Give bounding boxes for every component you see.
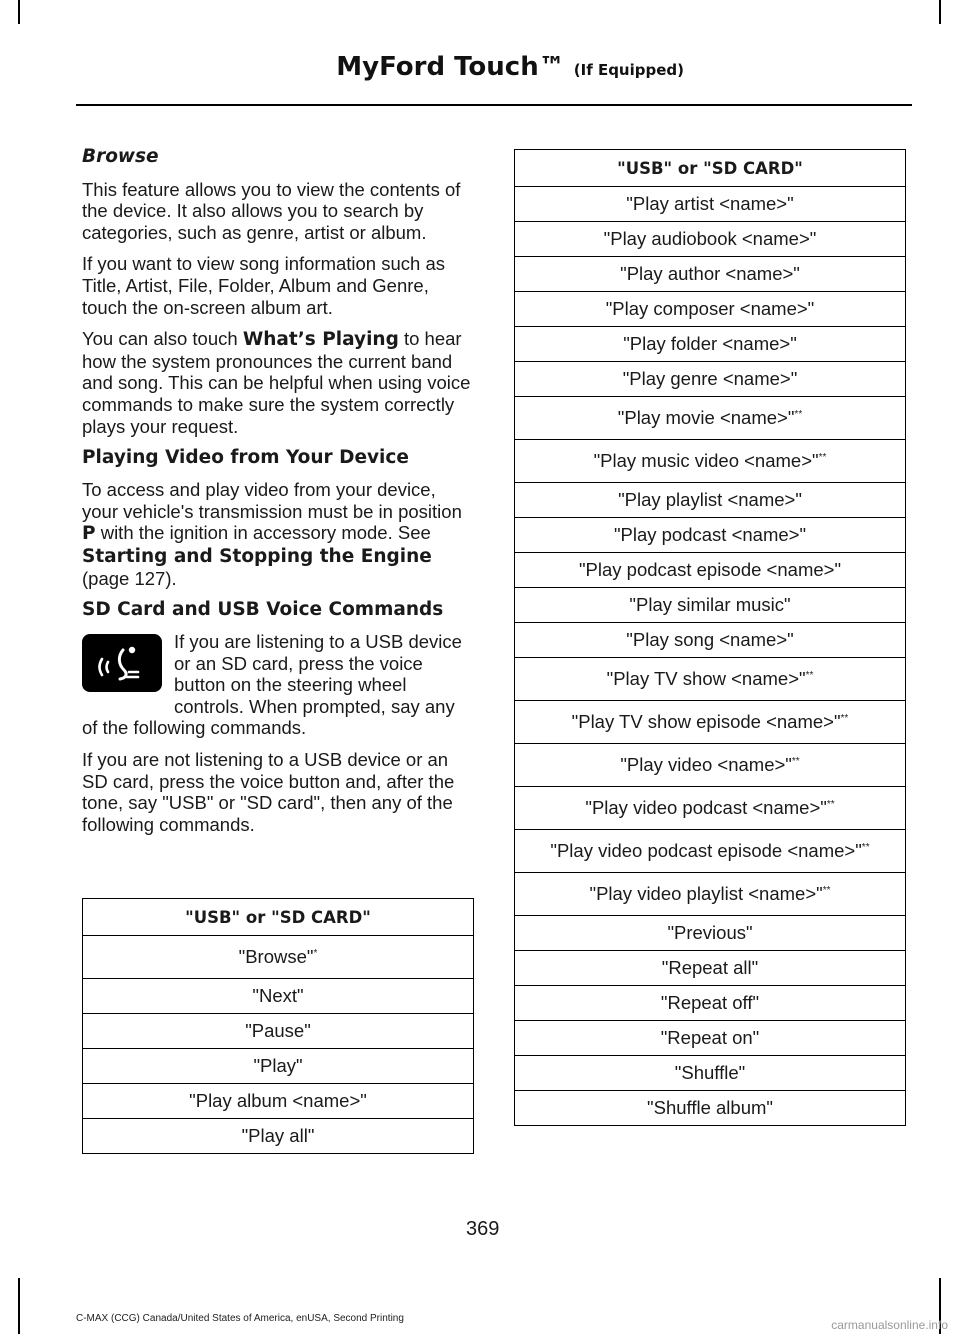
voice-command-icon bbox=[82, 634, 162, 692]
command-cell bbox=[515, 292, 906, 327]
table-row bbox=[515, 701, 906, 744]
command-cell bbox=[515, 744, 906, 787]
command-cell bbox=[515, 623, 906, 658]
command-text: "Play video <name>" bbox=[620, 754, 792, 775]
command-text: "Play song <name>" bbox=[626, 629, 794, 650]
command-text: "Play all" bbox=[241, 1125, 315, 1146]
footnote-mark: ** bbox=[822, 884, 831, 896]
command-cell bbox=[515, 397, 906, 440]
page-title-main: MyFord Touch™ bbox=[336, 52, 565, 82]
page-number: 369 bbox=[466, 1218, 500, 1240]
command-cell bbox=[515, 362, 906, 397]
table-row bbox=[515, 873, 906, 916]
command-cell bbox=[515, 1091, 906, 1126]
command-cell bbox=[515, 701, 906, 744]
table-row bbox=[515, 327, 906, 362]
table-row bbox=[515, 916, 906, 951]
command-cell bbox=[515, 951, 906, 986]
crop-mark-bottom-left bbox=[18, 1278, 20, 1334]
sd-usb-heading: SD Card and USB Voice Commands bbox=[82, 599, 444, 621]
command-text: "Play playlist <name>" bbox=[618, 489, 802, 510]
command-text: "Browse" bbox=[238, 946, 314, 967]
table-row bbox=[515, 257, 906, 292]
footnote-mark: ** bbox=[840, 712, 849, 724]
browse-heading: Browse bbox=[82, 146, 159, 167]
browse-paragraph-1: This feature allows you to view the contents of the device. It also allows you to search by categories, such as genre, artist or album. bbox=[82, 178, 461, 243]
table-row bbox=[515, 187, 906, 222]
command-text: "Play music video <name>" bbox=[593, 450, 819, 471]
table-row bbox=[515, 440, 906, 483]
command-text: "Play" bbox=[253, 1055, 303, 1076]
table-row bbox=[515, 1091, 906, 1126]
table-row bbox=[515, 588, 906, 623]
command-text: "Play movie <name>" bbox=[617, 407, 795, 428]
command-cell bbox=[83, 1084, 474, 1119]
voice-commands-table-left bbox=[82, 898, 474, 1154]
crop-mark-top-right bbox=[939, 0, 941, 24]
command-text: "Play audiobook <name>" bbox=[603, 228, 817, 249]
table-row bbox=[83, 936, 474, 979]
command-text: "Play folder <name>" bbox=[623, 333, 797, 354]
starting-stopping-link[interactable]: Starting and Stopping the Engine bbox=[82, 545, 432, 567]
command-cell bbox=[515, 986, 906, 1021]
command-text: "Repeat on" bbox=[660, 1027, 760, 1048]
table-row bbox=[515, 951, 906, 986]
command-cell bbox=[515, 440, 906, 483]
table-row bbox=[515, 292, 906, 327]
browse-paragraph-2: If you want to view song information such as Title, Artist, File, Folder, Album and Genre, touch the on-screen album art. bbox=[82, 253, 445, 318]
command-text: "Pause" bbox=[245, 1020, 311, 1041]
command-text: "Play video podcast episode <name>" bbox=[550, 840, 862, 861]
command-text: "Play TV show episode <name>" bbox=[571, 711, 841, 732]
footnote-mark: ** bbox=[826, 798, 835, 810]
command-cell bbox=[515, 187, 906, 222]
table-row bbox=[515, 483, 906, 518]
command-cell bbox=[515, 257, 906, 292]
table-row bbox=[515, 362, 906, 397]
command-text: "Play composer <name>" bbox=[605, 298, 815, 319]
table-row bbox=[515, 1021, 906, 1056]
command-text: "Play video playlist <name>" bbox=[589, 883, 823, 904]
table-row bbox=[515, 787, 906, 830]
table-row bbox=[83, 1049, 474, 1084]
command-cell bbox=[515, 588, 906, 623]
command-text: "Shuffle album" bbox=[647, 1097, 773, 1118]
command-cell bbox=[515, 1056, 906, 1091]
video-paragraph bbox=[82, 479, 474, 589]
browse-paragraph-3 bbox=[82, 328, 474, 437]
command-cell bbox=[515, 222, 906, 257]
table-row bbox=[83, 979, 474, 1014]
command-text: "Play podcast <name>" bbox=[613, 524, 807, 545]
table-row bbox=[515, 222, 906, 257]
command-cell bbox=[515, 916, 906, 951]
command-text: "Play artist <name>" bbox=[626, 193, 794, 214]
command-text: "Play similar music" bbox=[629, 594, 791, 615]
voice-commands-table-right bbox=[514, 149, 906, 1126]
footnote-mark: * bbox=[313, 947, 318, 959]
command-text: "Play video podcast <name>" bbox=[585, 797, 827, 818]
table-row bbox=[515, 553, 906, 588]
table-row bbox=[515, 986, 906, 1021]
footnote-mark: ** bbox=[794, 408, 803, 420]
table-row bbox=[515, 397, 906, 440]
table-header: "USB" or "SD CARD" bbox=[515, 150, 906, 187]
command-cell bbox=[83, 1049, 474, 1084]
watermark: carmanualsonline.info bbox=[831, 1318, 948, 1332]
table-row bbox=[515, 518, 906, 553]
command-cell bbox=[515, 1021, 906, 1056]
table-row bbox=[515, 623, 906, 658]
command-text: "Repeat all" bbox=[661, 957, 759, 978]
command-cell bbox=[83, 936, 474, 979]
footnote-mark: ** bbox=[805, 669, 814, 681]
whats-playing-term: What’s Playing bbox=[242, 329, 399, 351]
footer-text: C-MAX (CCG) Canada/United States of America, enUSA, Second Printing bbox=[76, 1313, 404, 1324]
command-cell bbox=[515, 873, 906, 916]
command-text: "Previous" bbox=[667, 922, 753, 943]
command-cell bbox=[515, 830, 906, 873]
sd-paragraph-1-text: If you are listening to a USB device or an SD card, press the voice button on the steering wheel controls. When prompted, say any of the following commands. bbox=[82, 631, 462, 739]
header-divider bbox=[76, 104, 912, 106]
command-text: "Shuffle" bbox=[674, 1062, 746, 1083]
sd-paragraph-1 bbox=[82, 631, 474, 739]
command-text: "Play author <name>" bbox=[620, 263, 800, 284]
command-cell bbox=[515, 518, 906, 553]
browse-p3-post: to hear how the system pronounces the current band and song. This can be helpful when using voice commands to make sure the system correctly plays your request. bbox=[82, 328, 471, 437]
sd-paragraph-2: If you are not listening to a USB device or an SD card, press the voice button and, after the tone, say "USB" or "SD card", then any of the following commands. bbox=[82, 749, 455, 835]
command-text: "Play genre <name>" bbox=[622, 368, 798, 389]
command-text: "Play podcast episode <name>" bbox=[578, 559, 842, 580]
command-cell bbox=[515, 787, 906, 830]
footnote-mark: ** bbox=[861, 841, 870, 853]
table-row bbox=[515, 658, 906, 701]
crop-mark-top-left bbox=[18, 0, 20, 24]
page-title bbox=[336, 52, 684, 82]
video-heading: Playing Video from Your Device bbox=[82, 447, 409, 469]
command-text: "Next" bbox=[252, 985, 304, 1006]
left-column bbox=[82, 146, 474, 845]
browse-p3-pre: You can also touch bbox=[82, 328, 243, 350]
command-text: "Repeat off" bbox=[660, 992, 760, 1013]
command-cell bbox=[83, 1014, 474, 1049]
command-text: "Play TV show <name>" bbox=[606, 668, 806, 689]
video-p-pre: To access and play video from your device, your vehicle's transmission must be in position bbox=[82, 479, 462, 522]
page-title-subtitle: (If Equipped) bbox=[573, 61, 684, 79]
command-cell bbox=[83, 979, 474, 1014]
command-cell bbox=[515, 327, 906, 362]
command-cell bbox=[515, 658, 906, 701]
video-p-mid: with the ignition in accessory mode. See bbox=[95, 522, 431, 544]
footnote-mark: ** bbox=[791, 755, 800, 767]
command-cell bbox=[515, 553, 906, 588]
command-text: "Play album <name>" bbox=[189, 1090, 367, 1111]
table-row bbox=[515, 1056, 906, 1091]
table-row bbox=[83, 1084, 474, 1119]
command-cell bbox=[515, 483, 906, 518]
park-position: P bbox=[82, 523, 96, 545]
table-row bbox=[515, 744, 906, 787]
footnote-mark: ** bbox=[818, 451, 827, 463]
table-header: "USB" or "SD CARD" bbox=[83, 899, 474, 936]
video-p-post: (page 127). bbox=[82, 567, 177, 589]
table-row bbox=[515, 830, 906, 873]
table-row bbox=[83, 1119, 474, 1154]
command-cell bbox=[83, 1119, 474, 1154]
table-row bbox=[83, 1014, 474, 1049]
